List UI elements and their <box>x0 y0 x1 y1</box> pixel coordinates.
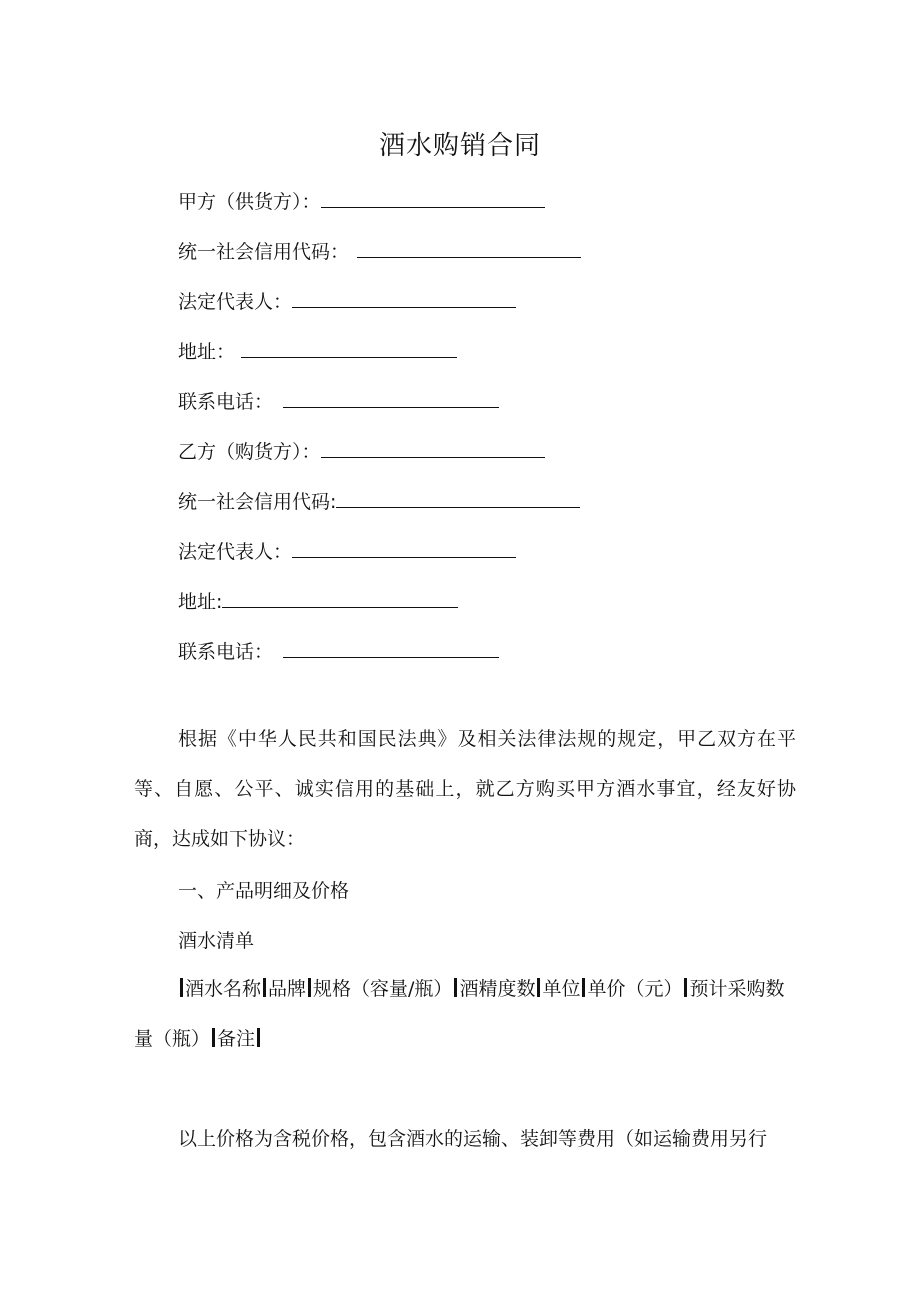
party-b-address-line <box>178 587 458 616</box>
party-b-phone-blank[interactable] <box>283 637 499 658</box>
party-b-credit-code-blank[interactable] <box>336 487 580 508</box>
party-a-line <box>178 187 545 216</box>
party-a-label: 甲方（供货方）： <box>178 191 321 213</box>
party-b-legal-rep-blank[interactable] <box>292 537 516 558</box>
party-b-label: 乙方（购货方）： <box>178 441 321 463</box>
column-separator <box>684 978 687 997</box>
column-header: 规格（容量/瓶） <box>313 978 453 1000</box>
column-separator <box>263 978 266 997</box>
column-header: 预计采购数量（瓶） <box>134 978 785 1050</box>
column-separator <box>537 978 540 997</box>
party-b-credit-code-line <box>178 487 580 516</box>
column-separator <box>212 1028 215 1047</box>
party-a-address-line <box>178 337 457 366</box>
column-header: 单位 <box>542 978 581 1000</box>
party-a-credit-code-blank[interactable] <box>357 237 581 258</box>
party-b-phone-label: 联系电话： <box>178 641 274 663</box>
party-b-address-label: 地址: <box>178 591 223 613</box>
party-a-legal-rep-blank[interactable] <box>292 287 516 308</box>
column-header: 品牌 <box>268 978 307 1000</box>
party-b-blank[interactable] <box>321 437 545 458</box>
column-separator <box>257 1028 260 1047</box>
column-separator <box>308 978 311 997</box>
table-header-row <box>134 964 796 1064</box>
party-b-phone-line <box>178 637 499 666</box>
column-header: 单价（元） <box>587 978 683 1000</box>
section-1-heading: 一、产品明细及价格 <box>178 880 350 902</box>
column-separator <box>582 978 585 997</box>
party-a-credit-code-line <box>178 237 581 266</box>
party-a-legal-rep-label: 法定代表人： <box>178 291 293 313</box>
party-a-blank[interactable] <box>321 187 545 208</box>
column-header: 酒精度数 <box>459 978 536 1000</box>
document-title: 酒水购销合同 <box>378 131 541 161</box>
party-b-credit-code-label: 统一社会信用代码: <box>178 491 337 513</box>
column-header: 酒水名称 <box>185 978 262 1000</box>
party-a-phone-label: 联系电话： <box>178 391 274 413</box>
party-b-legal-rep-line <box>178 537 516 566</box>
list-heading: 酒水清单 <box>178 930 255 952</box>
party-a-legal-rep-line <box>178 287 516 316</box>
party-a-address-blank[interactable] <box>241 337 457 358</box>
party-a-phone-line <box>178 387 499 416</box>
party-b-address-blank[interactable] <box>222 587 458 608</box>
price-note-paragraph: 以上价格为含税价格，包含酒水的运输、装卸等费用（如运输费用另行 <box>178 1128 768 1150</box>
party-a-address-label: 地址： <box>178 341 236 363</box>
column-separator <box>180 978 183 997</box>
column-separator <box>454 978 457 997</box>
column-header: 备注 <box>217 1028 256 1050</box>
party-b-line <box>178 437 545 466</box>
preamble-paragraph: 根据《中华人民共和国民法典》及相关法律法规的规定，甲乙双方在平等、自愿、公平、诚实信用的基础上，就乙方购买甲方酒水事宜，经友好协商，达成如下协议： <box>134 728 796 850</box>
party-a-credit-code-label: 统一社会信用代码： <box>178 241 350 263</box>
party-b-legal-rep-label: 法定代表人： <box>178 541 293 563</box>
party-a-phone-blank[interactable] <box>283 387 499 408</box>
